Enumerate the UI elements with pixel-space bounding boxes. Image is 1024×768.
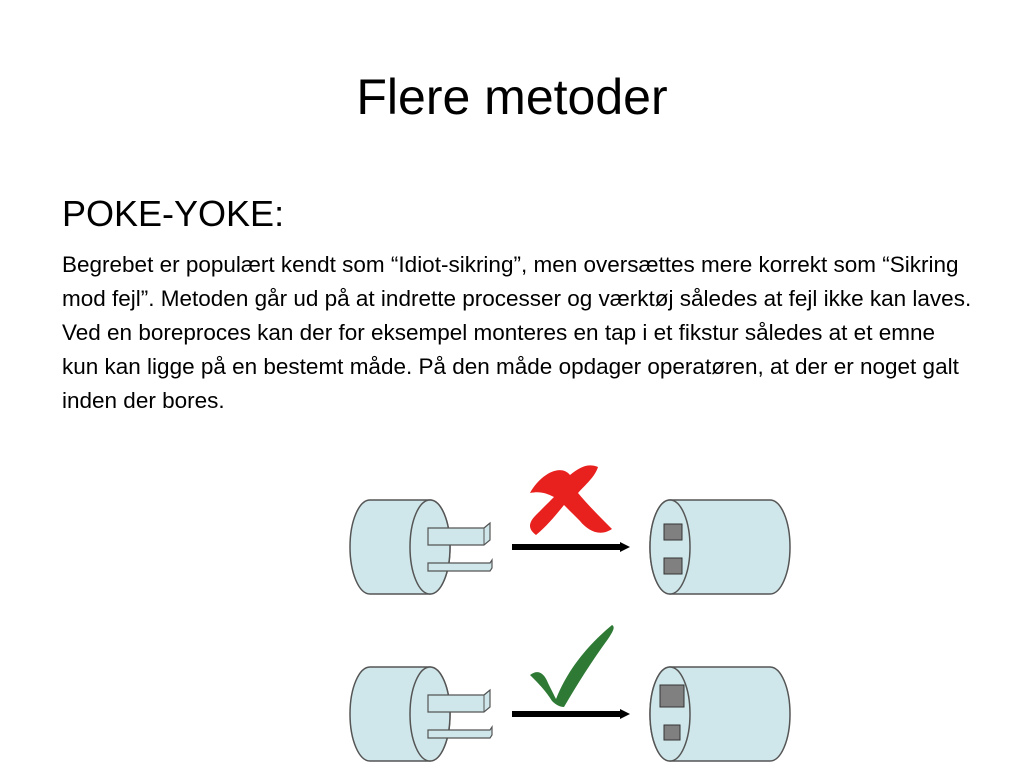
green-checkmark-icon — [530, 625, 614, 707]
row-correct — [350, 625, 790, 761]
workpiece-left-cylinder — [350, 667, 450, 761]
body-paragraph: Begrebet er populært kendt som “Idiot-sikring”, men oversættes mere korrekt som “Sikring mod fejl”. Metoden går ud på at indrette processer og værktøj således at fejl ikke kan laves. Ved en boreproces kan der for eksempel monteres en tap i et fikstur således at et emne kun kan ligge på en bestemt måde. På den måde opdager operatøren, at der er noget galt inden der bores. — [62, 252, 972, 413]
poka-yoke-diagram — [330, 455, 810, 768]
fixture-right-cylinder — [650, 667, 790, 761]
fixture-right-cylinder — [650, 500, 790, 594]
slide-title: Flere metoder — [356, 69, 668, 125]
workpiece-left-cylinder — [350, 500, 450, 594]
subheading: POKE-YOKE: — [62, 193, 285, 234]
red-x-icon — [530, 465, 612, 535]
row-wrong — [350, 465, 790, 594]
